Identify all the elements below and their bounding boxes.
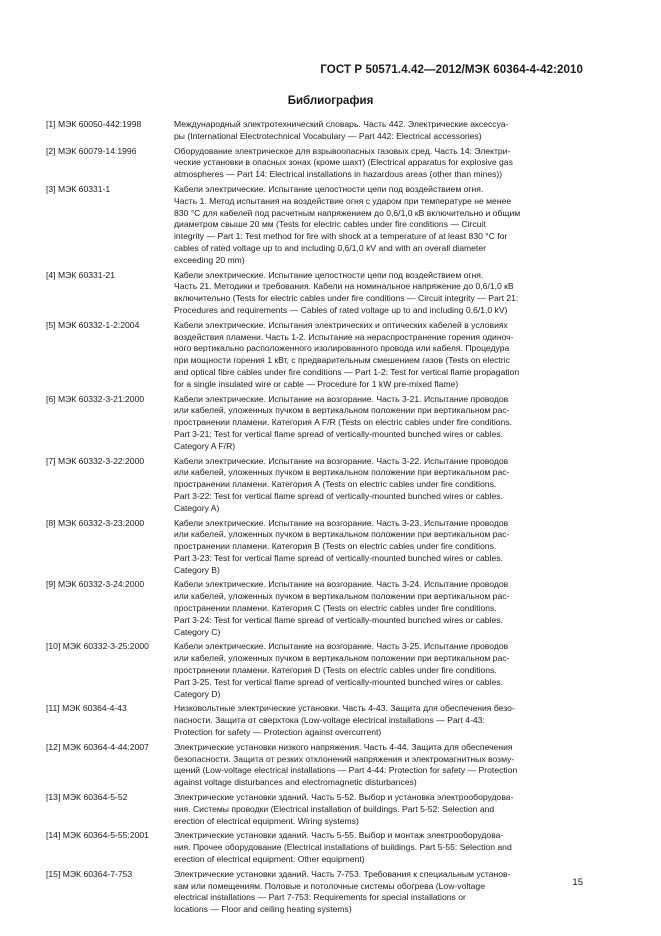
reference-code: [4] МЭК 60331-21: [46, 269, 115, 280]
reference-item-1: [46, 119, 584, 143]
reference-item-15: [46, 869, 584, 916]
reference-description: Кабели электрические. Испытание на возгорание. Часть 3-24. Испытание проводов или кабелей, уложенных пучком в вертикальном положении при вертикальном рас- пространении пламени. Категория С (Tests on electric cables under fire conditions. Part 3-24: Test for vertical flame spread of vertically-mounted bunched wires or cables. Category C): [174, 579, 510, 637]
reference-description: Электрические установки зданий. Часть 7-753. Требования к специальным установ- кам или помещениям. Половые и потолочные системы обогрева (Low-voltage electrical installations — Part 7-753: Requirements for special installations or locations — Floor and ceiling heating systems): [174, 868, 511, 915]
reference-description: Кабели электрические. Испытание на возгорание. Часть 3-25. Испытание проводов или кабелей, уложенных пучком в вертикальном положении при вертикальном рас- пространении пламени. Категория D (Tests on electric cables under fire conditions. Part 3-25. Test for vertical flame spread of vertically-mounted bunched wires or cables. Category D): [174, 641, 510, 699]
reference-item-14: [46, 830, 584, 865]
bibliography-title: Библиография: [287, 95, 374, 107]
reference-code: [2] МЭК 60079-14:1996: [46, 145, 137, 156]
reference-item-5: [46, 320, 584, 391]
reference-item-4: [46, 270, 584, 317]
reference-description: Оборудование электрическое для взрывоопасных газовых сред. Часть 14: Электри- ческие установки в опасных зонах (кроме шахт) (Electrical apparatus for explosive gas atmospheres — Part 14: Electrical installations in hazardous areas (other than mines)): [174, 145, 513, 180]
reference-item-8: [46, 518, 584, 577]
reference-description: Кабели электрические. Испытание целостности цепи под воздействием огня. Часть 1. Метод испытания на воздействие огня с ударом при температуре не менее 830 °С для кабелей под расчетным напряжением до 0,6/1,0 кВ включительно и общим диаметром свыше 20 мм (Tests for electric cables under fire conditions — Circuit integrity — Part 1: Test method for fire with shock at a temperature of at least 830 °C for cables of rated voltage up to and including 0,6/1,0 kV and with an overall diameter exceeding 20 mm): [174, 183, 521, 265]
reference-description: Кабели электрические. Испытание на возгорание. Часть 3-21. Испытание проводов или кабелей, уложенных пучком в вертикальном положении при вертикальном рас- пространении пламени. Категория A F/R (Tests on electric cables under fire conditions. Part 3-21: Test for vertical flame spread of vertically-mounted bunched wires or cables. Category A F/R): [174, 393, 513, 451]
reference-code: [1] МЭК 60050-442:1998: [46, 119, 142, 129]
reference-description: Международный электротехнический словарь. Часть 442. Электрические аксессуа- ры (International Electrotechnical Vocabulary — Part 442: Electrical accessories): [174, 119, 509, 141]
reference-description: Кабели электрические. Испытание на возгорание. Часть 3-23. Испытание проводов или кабелей, уложенных пучком в вертикальном положении при вертикальном рас- пространении пламени. Категория В (Tests on electric cables under fire conditions. Part 3-23: Test for vertical flame spread of vertically-mounted bunched wires or cables. Category B): [174, 517, 510, 575]
reference-code: [9] МЭК 60332-3-24:2000: [46, 579, 145, 590]
reference-code: [8] МЭК 60332-3-23:2000: [46, 517, 145, 528]
reference-description: Электрические установки низкого напряжения. Часть 4-44. Защита для обеспечения безопасности. Защита от резких отклонений напряжения и электромагнитных возму- щений (Low-voltage electrical installations — Part 4-44: Protection for safety — Protection against voltage disturbances and electromagnetic disturbances): [174, 741, 518, 788]
reference-item-9: [46, 579, 584, 638]
reference-code: [7] МЭК 60332-3-22:2000: [46, 455, 145, 466]
reference-item-12: [46, 742, 584, 789]
reference-code: [15] МЭК 60364-7-753: [46, 868, 133, 879]
reference-code: [6] МЭК 60332-3-21:2000: [46, 393, 145, 404]
reference-item-10: [46, 641, 584, 700]
reference-code: [3] МЭК 60331-1: [46, 183, 111, 194]
reference-item-2: [46, 146, 584, 181]
reference-item-7: [46, 456, 584, 515]
reference-list: [46, 119, 584, 919]
reference-description: Электрические установки зданий. Часть 5-52. Выбор и установка электрооборудова- ния. Системы проводки (Electrical installation of buildings. Part 5-52: Selection and erection of electrical equipment. Wiring systems): [174, 792, 514, 826]
page-number: 15: [572, 877, 583, 888]
reference-description: Кабели электрические. Испытание на возгорание. Часть 3-22. Испытание проводов или кабелей, уложенных пучком в вертикальном положении при вертикальном рас- пространении пламени. Категория А (Tests on electric cables under fire conditions. Part 3-22: Test for vertical flame spread of vertically-mounted bunched wires or cables. Category A): [174, 455, 510, 513]
reference-description: Кабели электрические. Испытания электрических и оптических кабелей в условиях воздействия пламени. Часть 1-2. Испытание на нераспространение горения одиноч- ного вертикально расположенного изолированного провода или кабеля. Процедура при мощности горения 1 кВт, с предварительным смешением газов (Tests on electric and optical fibre cables under fire conditions — Part 1-2: Test for vertical flame propagation for a single insulated wire or cable — Procedure for 1 kW pre-mixed flame): [174, 319, 520, 389]
reference-code: [14] МЭК 60364-5-55:2001: [46, 830, 149, 841]
reference-code: [13] МЭК 60364-5-52: [46, 792, 128, 803]
reference-item-6: [46, 394, 584, 453]
reference-description: Кабели электрические. Испытание целостности цепи под воздействием огня. Часть 21. Методики и требования. Кабели на номинальное напряжение до 0,6/1,0 кВ включительно (Tests for electric cables under fire conditions — Circuit integrity — Part 21: Procedures and requirements — Cables of rated voltage up to and including 0,6/1,0 kV): [174, 269, 519, 315]
reference-code: [10] МЭК 60332-3-25:2000: [46, 641, 149, 652]
reference-code: [11] МЭК 60364-4-43: [46, 703, 127, 714]
reference-code: [5] МЭК 60332-1-2:2004: [46, 319, 140, 330]
reference-item-13: [46, 792, 584, 827]
reference-description: Низковольтные электрические установки. Часть 4-43. Защита для обеспечения безо- пасности. Защита от сверхтока (Low-voltage electrical installations — Part 4-43: Protection for safety — Protection against overcurrent): [174, 703, 515, 738]
reference-description: Электрические установки зданий. Часть 5-55. Выбор и монтаж электрооборудова- ния. Прочее оборудование (Electrical installations of buildings. Part 5-55: Selection and erection of electrical equipment. Other equipment): [174, 830, 512, 865]
reference-code: [12] МЭК 60364-4-44:2007: [46, 741, 149, 752]
reference-item-3: [46, 184, 584, 267]
standard-header: ГОСТ Р 50571.4.42—2012/МЭК 60364-4-42:2010: [320, 64, 583, 76]
reference-item-11: [46, 703, 584, 738]
